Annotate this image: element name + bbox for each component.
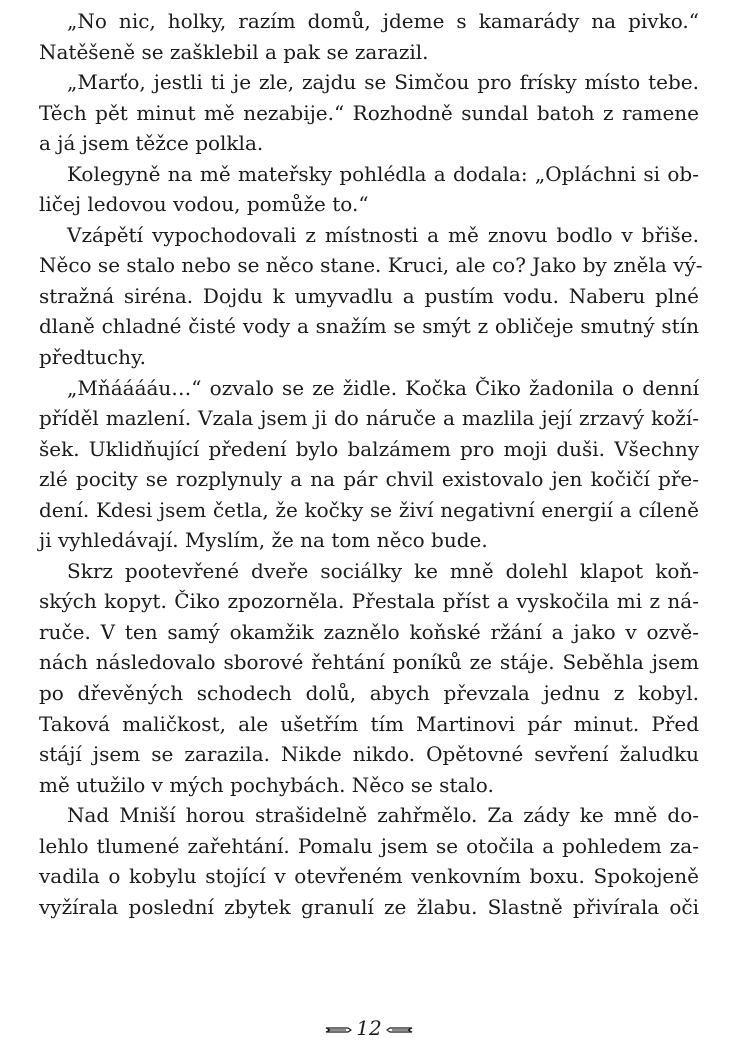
text-line: dení. Kdesi jsem četla, že kočky se živí negativní energií a cíleně: [39, 497, 699, 522]
text-line: Těch pět minut mě nezabije.“ Rozhodně sundal batoh z ramene: [39, 100, 699, 125]
text-line: mě utužilo v mých pochybách. Něco se stalo.: [39, 772, 494, 797]
text-line: ruče. V ten samý okamžik zaznělo koňské ržání a jako v ozvě-: [39, 619, 699, 644]
text-line: „Mňááááu…“ ozvalo se ze židle. Kočka Čiko žadonila o denní: [67, 375, 699, 400]
paragraph: [39, 373, 699, 556]
text-line: nách následovalo sborové řehtání poníků ze stáje. Seběhla jsem: [39, 650, 699, 675]
text-line: dlaně chladné čisté vody a snažím se smýt z obličeje smutný stín: [39, 314, 699, 339]
text-line: ličej ledovou vodou, pomůže to.“: [39, 192, 369, 217]
text-line: předtuchy.: [39, 345, 147, 370]
text-line: Vzápětí vypochodovali z místnosti a mě znovu bodlo v břiše.: [67, 222, 699, 247]
paragraph: [39, 800, 699, 922]
text-line: šek. Uklidňující předení bylo balzámem pro moji duši. Všechny: [39, 436, 699, 461]
text-line: stájí jsem se zarazila. Nikde nikdo. Opětovné sevření žaludku: [39, 742, 699, 767]
page-footer: [0, 1016, 738, 1040]
text-line: „Marťo, jestli ti je zle, zajdu se Simčou pro frísky místo tebe.: [67, 70, 699, 95]
paragraph: [39, 220, 703, 373]
text-line: a já jsem těžce polkla.: [39, 131, 264, 156]
paragraph: [39, 6, 699, 67]
text-line: Něco se stalo nebo se něco stane. Kruci, ale co? Jako by zněla vý-: [39, 253, 703, 278]
text-line: Natěšeně se zašklebil a pak se zarazil.: [39, 39, 429, 64]
text-line: ských kopyt. Čiko zpozorněla. Přestala příst a vyskočila mi z ná-: [39, 589, 699, 614]
body-text: [39, 6, 703, 922]
text-line: vyžírala poslední zbytek granulí ze žlabu. Slastně přivírala oči: [39, 894, 699, 919]
text-line: příděl mazlení. Vzala jsem ji do náruče a mazlila její zrzavý koží-: [39, 406, 699, 431]
page-number: 12: [356, 1016, 382, 1040]
paragraph: [39, 67, 699, 159]
text-line: Taková maličkost, ale ušetřím tím Martinovi pár minut. Před: [39, 711, 699, 736]
left-ornament-icon: [324, 1025, 352, 1035]
text-line: Nad Mniší horou strašidelně zahřmělo. Za zády ke mně do-: [67, 803, 699, 828]
text-line: zlé pocity se rozplynuly a na pár chvil existovalo jen kočičí pře-: [39, 467, 699, 492]
text-line: Kolegyně na mě mateřsky pohlédla a dodala: „Opláchni si ob-: [67, 161, 699, 186]
text-line: lehlo tlumené zařehtání. Pomalu jsem se otočila a pohledem za-: [39, 833, 699, 858]
text-line: Skrz pootevřené dveře sociálky ke mně dolehl klapot koň-: [67, 558, 699, 583]
text-line: vadila o kobylu stojící v otevřeném venkovním boxu. Spokojeně: [39, 864, 699, 889]
right-ornament-icon: [386, 1025, 414, 1035]
text-line: ji vyhledávají. Myslím, že na tom něco bude.: [39, 528, 488, 553]
text-line: po dřevěných schodech dolů, abych převzala jednu z kobyl.: [39, 681, 699, 706]
paragraph: [39, 159, 699, 220]
text-line: stražná siréna. Dojdu k umyvadlu a pustím vodu. Naberu plné: [39, 283, 699, 308]
text-line: „No nic, holky, razím domů, jdeme s kamarády na pivko.“: [67, 9, 699, 33]
paragraph: [39, 556, 699, 800]
